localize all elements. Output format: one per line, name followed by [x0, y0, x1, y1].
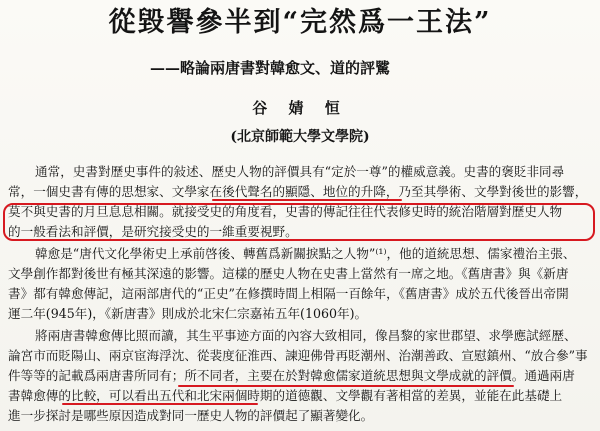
author-affiliation: (北京師範大學文學院) [230, 129, 370, 145]
body-line: 書韓愈傳的比較，可以看出五代和北宋兩個時期的道德觀、文學觀有著相當的差異，並能在此基礎上 [8, 388, 563, 403]
article-title: 從毀譽參半到“完然爲一王法” [108, 7, 492, 38]
body-line: 論宮市而貶陽山、兩京宦海浮沈、從裴度征淮西、諫迎佛骨再貶潮州、治潮善政、宣慰鎮州、“放合參”事 [8, 348, 588, 363]
article-subtitle: ——略論兩唐書對韓愈文、道的評騭 [150, 59, 391, 77]
body-line: 莫不與史書的月旦息息相關。就接受史的角度看，史書的傳記往往代表修史時的統治階層對歷史人物 [8, 204, 563, 219]
body-line: 將兩唐書韓愈傳比照而讀，其生平事迹方面的內容大致相同，像昌黎的家世郡望、求學應試經歷、 [35, 328, 577, 343]
red-underline-annotation [178, 385, 514, 387]
body-line: 常，一個史書有傳的思想家、文學家在後代聲名的顯隱、地位的升降，乃至其學術、文學對後世的影響， [8, 184, 588, 199]
body-line: 文學創作都對後世有極其深遠的影響。這樣的歷史人物在史書上當然有一席之地。《舊唐書》與《新唐 [8, 266, 569, 281]
body-line: 運二年(945年)，《新唐書》則成於北宋仁宗嘉祐五年(1060年)。 [8, 306, 368, 321]
red-box-annotation [3, 203, 595, 241]
author-name: 谷 婧 恒 [252, 99, 348, 117]
body-line: 的一般看法和評價，是研究接受史的一維重要視野。 [8, 224, 298, 239]
body-line: 韓愈是“唐代文化學術史上承前啓後、轉舊爲新關捩點之人物”⁽¹⁾，他的道統思想、儒家禮治主張、 [35, 246, 576, 261]
body-line: 通常，史書對歷史事件的敍述、歷史人物的評價具有“定於一尊”的權威意義。史書的褒貶非同尋 [35, 164, 565, 179]
body-line: 進一步探討是哪些原因造成對同一歷史人物的評價起了顯著變化。 [8, 408, 374, 423]
body-line: 書》都有韓愈傳記，這兩部唐代的“正史”在修撰時間上相隔一百餘年，《舊唐書》成於五代後晉出帝開 [8, 286, 569, 301]
red-underline-annotation [212, 199, 402, 201]
body-line: 件等等的記載爲兩唐書所同有；所不同者，主要在於對韓愈儒家道統思想與文學成就的評價。通過兩唐 [8, 368, 575, 383]
red-underline-annotation [62, 403, 258, 405]
